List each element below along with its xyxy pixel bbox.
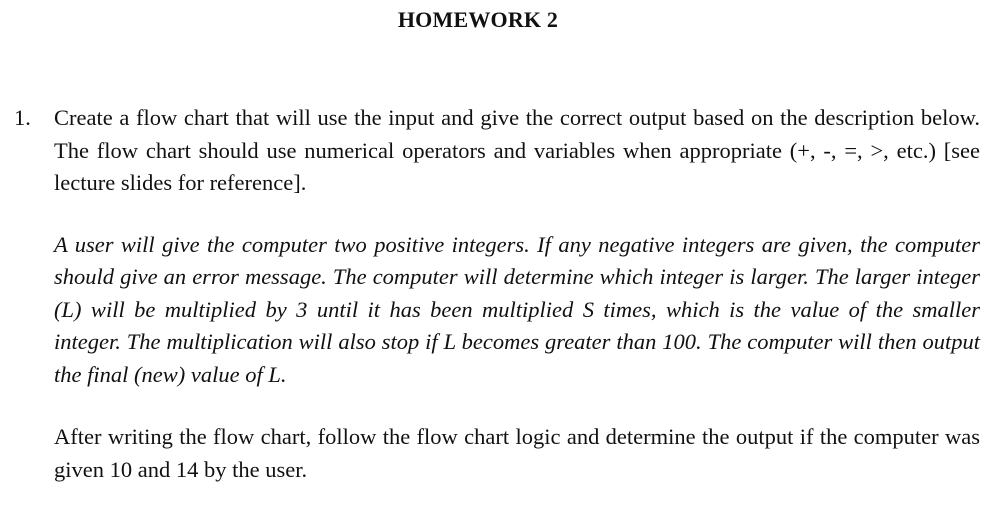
question-body: [54, 102, 980, 486]
page-title: HOMEWORK 2: [397, 7, 559, 32]
question-followup: After writing the flow chart, follow the flow chart logic and determine the output if the computer was given 10 and 14 by the user.: [54, 424, 980, 482]
question-scenario: A user will give the computer two positive integers. If any negative integers are given, the computer should give an error message. The computer will determine which integer is larger. The larger integer (L) will be multiplied by 3 until it has been multiplied S times, which is the value of the smaller integer. The multiplication will also stop if L becomes greater than 100. The computer will then output the final (new) value of L.: [54, 231, 980, 387]
question-number: 1.: [14, 105, 31, 130]
question-1: [14, 102, 980, 486]
question-instruction: Create a flow chart that will use the input and give the correct output based on the description below. The flow chart should use numerical operators and variables when appropriate (+, -, =, >, etc.) [see lecture slides for reference].: [54, 105, 980, 195]
